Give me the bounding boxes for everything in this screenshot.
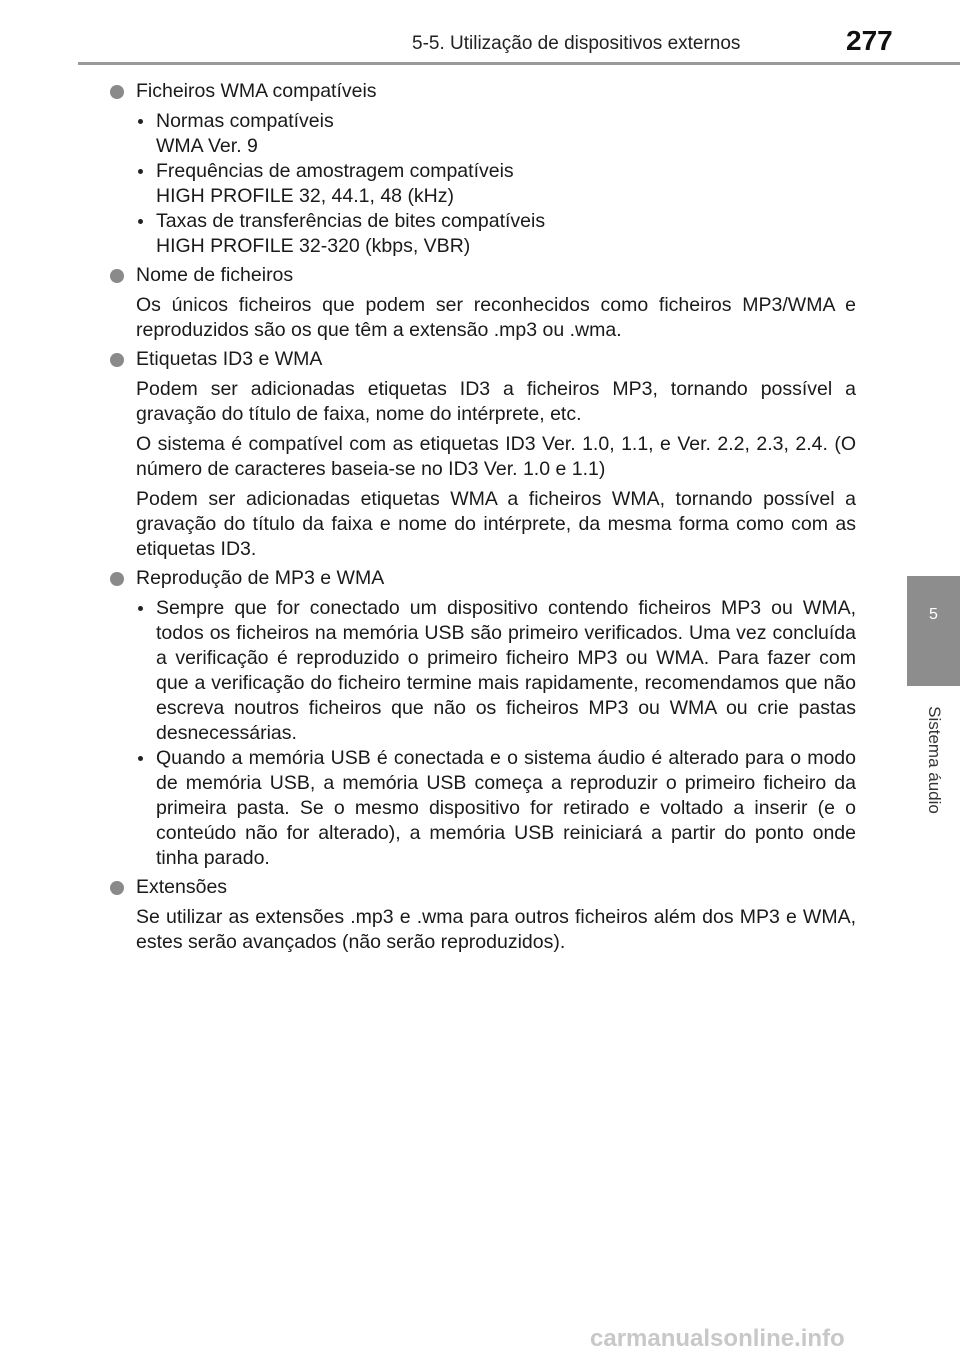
bullet-icon — [110, 353, 124, 367]
list-item — [108, 566, 856, 871]
page-header — [0, 0, 960, 62]
item-paragraph: Podem ser adicionadas etiquetas WMA a ficheiros WMA, tornando possível a gravação do título da faixa e nome do intérprete, da mesma forma como com as etiquetas ID3. — [136, 488, 856, 560]
sub-item — [136, 596, 856, 746]
sub-list — [136, 596, 856, 871]
sub-item-text: Taxas de transferências de bites compatíveis — [156, 210, 546, 232]
watermark: carmanualsonline.info — [590, 1325, 845, 1352]
chapter-number: 5 — [929, 606, 938, 623]
bullet-icon — [110, 572, 124, 586]
bullet-icon — [110, 85, 124, 99]
section-title: 5-5. Utilização de dispositivos externos — [412, 33, 741, 54]
item-title: Reprodução de MP3 e WMA — [136, 567, 385, 589]
sub-item — [136, 109, 856, 159]
header-divider — [78, 62, 960, 65]
dot-bullet-icon — [138, 219, 143, 224]
item-paragraph: Podem ser adicionadas etiquetas ID3 a ficheiros MP3, tornando possível a gravação do título de faixa, nome do intérprete, etc. — [136, 378, 856, 425]
bullet-icon — [110, 269, 124, 283]
dot-bullet-icon — [138, 606, 143, 611]
sub-item-detail: HIGH PROFILE 32, 44.1, 48 (kHz) — [156, 185, 455, 207]
chapter-tab — [907, 576, 960, 686]
item-title: Nome de ficheiros — [136, 264, 294, 286]
sub-item-text: Normas compatíveis — [156, 110, 334, 132]
sub-item — [136, 746, 856, 871]
list-item — [108, 79, 856, 259]
item-paragraph: O sistema é compatível com as etiquetas ID3 Ver. 1.0, 1.1, e Ver. 2.2, 2.3, 2.4. (O número de caracteres baseia-se no ID3 Ver. 1.0 e 1.1) — [136, 433, 856, 480]
sub-item-detail: HIGH PROFILE 32-320 (kbps, VBR) — [156, 235, 471, 257]
sub-item-text: Sempre que for conectado um dispositivo contendo ficheiros MP3 ou WMA, todos os ficheiros na memória USB são primeiro verificados. Uma vez concluída a verificação é reproduzido o primeiro ficheiro MP3 ou WMA. Para fazer com que a verificação do ficheiro termine mais rapidamente, recomendamos que não escreva noutros ficheiros que não os ficheiros MP3 ou WMA ou crie pastas desnecessárias. — [156, 597, 856, 744]
chapter-label: Sistema áudio — [925, 706, 944, 814]
list-item — [108, 875, 856, 955]
item-title: Ficheiros WMA compatíveis — [136, 80, 377, 102]
dot-bullet-icon — [138, 169, 143, 174]
list-item — [108, 263, 856, 343]
page-number: 277 — [846, 25, 893, 56]
sub-item-text: Frequências de amostragem compatíveis — [156, 160, 514, 182]
sub-list — [136, 109, 856, 259]
item-title: Etiquetas ID3 e WMA — [136, 348, 323, 370]
sub-item-text: Quando a memória USB é conectada e o sistema áudio é alterado para o modo de memória USB, a memória USB começa a reproduzir o primeiro ficheiro da primeira pasta. Se o mesmo dispositivo for retirado e voltado a inserir (e o conteúdo não for alterado), a memória USB reiniciará a partir do ponto onde tinha parado. — [156, 747, 856, 869]
item-title: Extensões — [136, 876, 228, 898]
bullet-icon — [110, 881, 124, 895]
page-content — [108, 79, 856, 959]
sub-item-detail: WMA Ver. 9 — [156, 135, 258, 157]
dot-bullet-icon — [138, 119, 143, 124]
sub-item — [136, 209, 856, 259]
sub-item — [136, 159, 856, 209]
list-item — [108, 347, 856, 562]
item-paragraph: Se utilizar as extensões .mp3 e .wma para outros ficheiros além dos MP3 e WMA, estes serão avançados (não serão reproduzidos). — [136, 906, 856, 953]
item-paragraph: Os únicos ficheiros que podem ser reconhecidos como ficheiros MP3/WMA e reproduzidos são os que têm a extensão .mp3 ou .wma. — [136, 294, 856, 341]
dot-bullet-icon — [138, 756, 143, 761]
